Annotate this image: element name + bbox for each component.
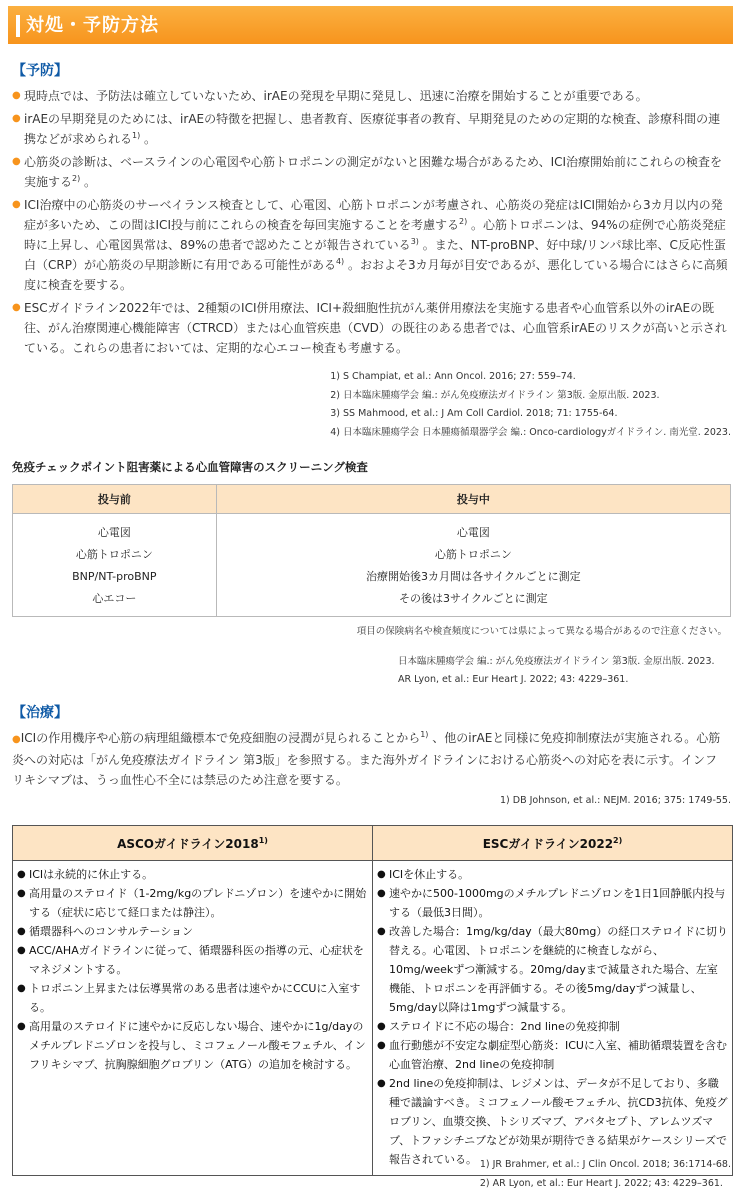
reference: AR Lyon, et al.: Eur Heart J. 2022; 43: 4229–361. [398,674,629,685]
guidelines-references [480,1155,731,1193]
table-cell-item: 心電図 [97,526,131,539]
reference: 3) SS Mahmood, et al.: J Am Coll Cardiol. 2018; 71: 1755-64. [330,408,618,419]
prevention-title: 【予防】 [12,63,68,79]
list-item: ● 2nd lineの免疫抑制は、レジメンは、データが不足しており、多職種で議論すべき。ミコフェノール酸モフェチル、抗CD3抗体、免疫グロブリン、血漿交換、トシリズマブ、アバタセプト、アレムツズマブ、トファシチニブなどが効果が期待できる結果がケースシリーズで報告されている。 [377,1074,728,1169]
table-cell-item: その後は3サイクルごとに測定 [399,592,548,605]
esc-cell [373,861,733,1176]
list-item: ● 高用量のステロイド（1-2mg/kgのプレドニゾロン）を速やかに開始する（症状に応じて経口または静注）。 [17,884,368,922]
list-item: ● トロポニン上昇または伝導異常のある患者は速やかにCCUに入室する。 [17,979,368,1017]
list-item: ● ICIは永続的に休止する。 [17,865,368,884]
list-item: ● 速やかに500-1000mgのメチルプレドニゾロンを1日1回静脈内投与する（最低3日間）。 [377,884,728,922]
table-cell-item: BNP/NT-proBNP [72,570,157,583]
list-item: ● 血行動態が不安定な劇症型心筋炎：ICUに入室、補助循環装置を含む心血管治療、2nd lineの免疫抑制 [377,1036,728,1074]
list-item: ● ICI治療中の心筋炎のサーベイランス検査として、心電図、心筋トロポニンが考慮され、心筋炎の発症はICI開始から3カ月以内の発症が多いため、この間はICI投与前にこれらの検査を毎回実施することを考慮する$^{2)}$ 。心筋トロポニンは、94%の症例で心筋炎発症時に上昇し、心電図異常は、89%の患者で認めたことが報告されている$^{3)}$ 。また、NT-proBNP、好中球/リンパ球比率、C反応性蛋白（CRP）が心筋炎の早期診断に有用である可能性がある$^{4)}$ 。おおよそ3カ月毎が目安であるが、悪化している場合にはさらに高頻度に検査を要する。 [12,195,728,295]
asco-cell [13,861,373,1176]
during-cell [216,514,730,617]
screening-references [398,653,715,689]
section-header [8,6,733,44]
table-cell-item: 心筋トロポニン [434,548,512,561]
esc-header: ESCガイドライン2022$^{2)}$ [373,826,733,861]
screening-note: 項目の保険病名や検査頻度については県によって異なる場合があるので注意ください。 [356,626,727,637]
list-item: ● 循環器科へのコンサルテーション [17,922,368,941]
screening-table [12,484,731,617]
table-cell-item: 心エコー [92,592,137,605]
list-item: ● ACC/AHAガイドラインに従って、循環器科医の指導の元、心症状をマネジメントする。 [17,941,368,979]
before-cell [13,514,217,617]
reference: 2) AR Lyon, et al.: Eur Heart J. 2022; 43: 4229–361. [479,1178,723,1189]
reference: 1) JR Brahmer, et al.: J Clin Oncol. 2018; 36:1714-68. [479,1159,731,1170]
treatment-paragraph: ●ICIの作用機序や心筋の病理組織標本で免疫細胞の浸潤が見られることから$^{1)}$ 、他のirAEと同様に免疫抑制療法が実施される。心筋炎への対応は「がん免疫療法ガイドライン 第3版」を参照する。また海外ガイドラインにおける心筋炎への対応を表に示す。インフリキシマブは、うっ血性心不全には禁忌のため注意を要する。 [12,730,721,787]
table-cell-item: 治療開始後3カ月間は各サイクルごとに測定 [366,570,581,583]
reference: 2) 日本臨床腫瘍学会 編.: がん免疫療法ガイドライン 第3版. 金原出版. 2023. [330,389,660,401]
treatment-reference: 1) DB Johnson, et al.: NEJM. 2016; 375: 1749-55. [499,795,731,806]
screening-table-title: 免疫チェックポイント阻害薬による心血管障害のスクリーニング検査 [12,460,368,474]
header-accent-bar [16,15,20,37]
prevention-list [12,86,728,361]
guidelines-table [12,825,733,1176]
bullet-dot: ● [12,734,21,745]
list-item: ● ステロイドに不応の場合：2nd lineの免疫抑制 [377,1017,728,1036]
list-item: ● ICIを休止する。 [377,865,728,884]
column-header-during: 投与中 [216,485,730,514]
table-cell-item: 心電図 [456,526,490,539]
column-header-before: 投与前 [13,485,217,514]
list-item: ● 改善した場合：1mg/kg/day（最大80mg）の経口ステロイドに切り替える。心電図、トロポニンを継続的に検査しながら、10mg/weekずつ漸減する。20mg/dayまで減量された場合、左室機能、トロポニンを再評価する。その後5mg/dayずつ減量し、5mg/day以降は1mgずつ減量する。 [377,922,728,1017]
list-item: ● ESCガイドライン2022年では、2種類のICI併用療法、ICI+殺細胞性抗がん薬併用療法を実施する患者や心血管系以外のirAEの既往、がん治療関連心機能障害（CTRCD）または心血管疾患（CVD）の既往のある患者では、心血管系irAEのリスクが高いと示されている。これらの患者においては、定期的な心エコー検査も考慮する。 [12,298,728,358]
section-title: 対処・予防方法 [26,15,159,36]
reference: 4) 日本臨床腫瘍学会 日本腫瘍循環器学会 編.: Onco-cardiologyガイドライン. 南光堂. 2023. [330,426,731,438]
reference: 日本臨床腫瘍学会 編.: がん免疫療法ガイドライン 第3版. 金原出版. 2023. [398,656,715,667]
asco-header: ASCOガイドライン2018$^{1)}$ [13,826,373,861]
prevention-references [330,368,731,442]
treatment-title: 【治療】 [12,705,68,721]
reference: 1) S Champiat, et al.: Ann Oncol. 2016; 27: 559–74. [330,371,576,382]
table-cell-item: 心筋トロポニン [75,548,153,561]
list-item: ● 現時点では、予防法は確立していないため、irAEの発現を早期に発見し、迅速に治療を開始することが重要である。 [12,86,728,106]
list-item: ● irAEの早期発見のためには、irAEの特徴を把握し、患者教育、医療従事者の教育、早期発見のための定期的な検査、診療科間の連携などが求められる$^{1)}$ 。 [12,109,728,149]
list-item: ● 心筋炎の診断は、ベースラインの心電図や心筋トロポニンの測定がないと困難な場合があるため、ICI治療開始前にこれらの検査を実施する$^{2)}$ 。 [12,152,728,192]
list-item: ● 高用量のステロイドに速やかに反応しない場合、速やかに1g/dayのメチルプレドニゾロンを投与し、ミコフェノール酸モフェチル、インフリキシマブ、抗胸腺細胞グロブリン（ATG）の追加を検討する。 [17,1017,368,1074]
